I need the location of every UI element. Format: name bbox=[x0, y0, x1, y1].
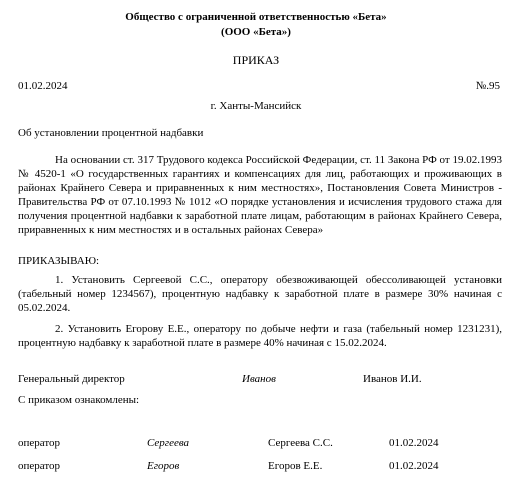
signature-position: Генеральный директор bbox=[18, 373, 125, 385]
city: г. Ханты-Мансийск bbox=[210, 100, 302, 112]
ack-name: Сергеева С.С. bbox=[268, 437, 333, 449]
signature-name: Иванов И.И. bbox=[363, 373, 422, 385]
order-item-1: 1. Установить Сергеевой С.С., оператору обезвоживающей обессоливающей установки (табельный номер 1234567), процентную надбавку к заработной плате в размере 30% начиная с 05.02.2024. bbox=[18, 274, 502, 314]
ack-date: 01.02.2024 bbox=[389, 460, 439, 472]
ack-sign: Сергеева bbox=[147, 437, 190, 449]
acknowledged-label: С приказом ознакомлены: bbox=[18, 394, 140, 406]
doc-date: 01.02.2024 bbox=[18, 80, 68, 92]
org-short-name: (ООО «Бета») bbox=[221, 26, 291, 38]
doc-number: №.95 bbox=[475, 80, 500, 92]
subject: Об установлении процентной надбавки bbox=[18, 127, 204, 139]
ack-date: 01.02.2024 bbox=[389, 437, 439, 449]
ack-position: оператор bbox=[18, 460, 61, 472]
ack-name: Егоров Е.Е. bbox=[268, 460, 323, 472]
basis-paragraph: На основании ст. 317 Трудового кодекса Российской Федерации, ст. 11 Закона РФ от 19.02.1993 № 4520-1 «О государственных гарантиях и компенсациях для лиц, работающих и проживающих в районах Крайнего Севера и приравненных к ним местностях», Постановления Совета Министров - Правительства РФ от 07.10.1993 № 1012 «О порядке установления и исчисления трудового стажа для получения процентной надбавки к заработной плате лицам, работающим в районах Крайнего Севера, приравненных к ним местностях и в остальных районах Севера» bbox=[18, 154, 502, 236]
ack-sign: Егоров bbox=[147, 460, 180, 472]
ack-position: оператор bbox=[18, 437, 61, 449]
order-item-2: 2. Установить Егорову Е.Е., оператору по добыче нефти и газа (табельный номер 1231231), процентную надбавку к заработной плате в размере 40% начиная с 15.02.2024. bbox=[18, 323, 502, 349]
signature-sign: Иванов bbox=[242, 373, 276, 385]
doc-type: ПРИКАЗ bbox=[232, 53, 280, 67]
org-full-name: Общество с ограниченной ответственностью «Бета» bbox=[125, 11, 387, 23]
order-word: ПРИКАЗЫВАЮ: bbox=[18, 255, 100, 267]
